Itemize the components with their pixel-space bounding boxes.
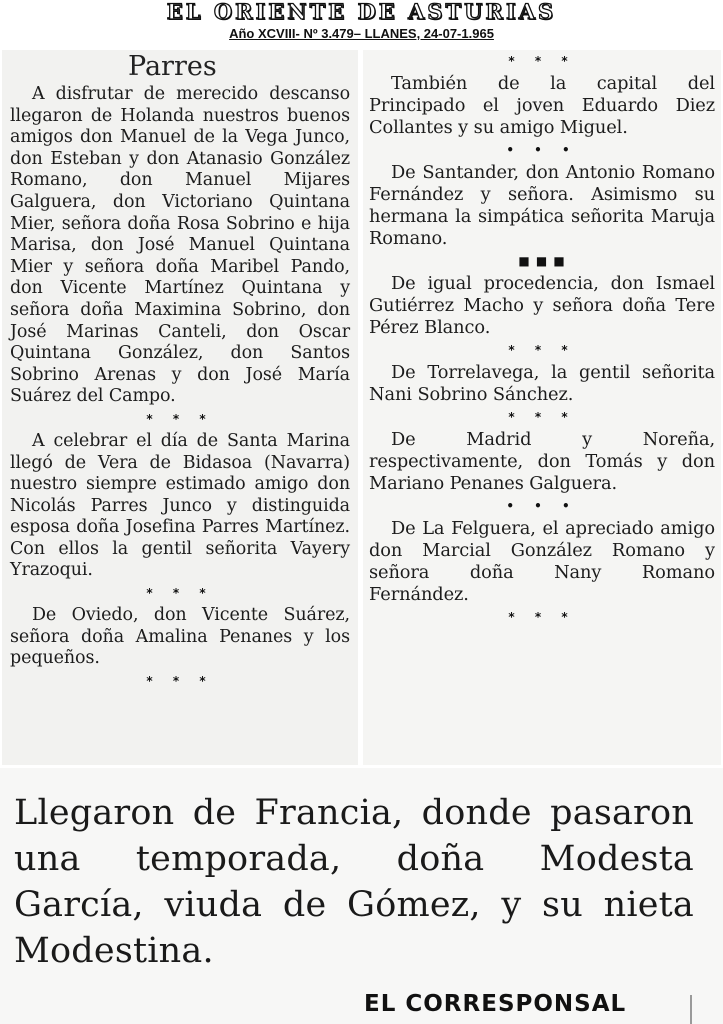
- paragraph-principado: También de la capital del Principado el joven Eduardo Diez Collantes y su amigo Miguel.: [369, 73, 715, 138]
- paragraph-la-felguera: De La Felguera, el apreciado amigo don Marcial González Romano y señora doña Nany Romano Fernández.: [369, 518, 715, 605]
- paragraph-oviedo: De Oviedo, don Vicente Suárez, señora doña Amalina Penanes y los pequeños.: [10, 605, 350, 669]
- column-gutter: [359, 50, 362, 765]
- separator: * * *: [146, 673, 214, 688]
- separator: ■ ■ ■: [518, 254, 566, 268]
- separator: * * *: [508, 610, 576, 624]
- masthead: [0, 0, 723, 48]
- separator: * * *: [508, 410, 576, 424]
- left-column-clipping: [2, 50, 358, 765]
- paragraph-santa-marina: A celebrar el día de Santa Marina llegó de Vera de Bidasoa (Navarra) nuestro siempre estimado amigo don Nicolás Parres Junco y distinguida esposa doña Josefina Parres Martínez. Con ellos la gentil señorita Vayery Yrazoqui.: [10, 430, 350, 581]
- right-column-clipping: [363, 50, 721, 765]
- paragraph-madrid-norena: De Madrid y Noreña, respectivamente, don Tomás y don Mariano Penanes Galguera.: [369, 429, 715, 494]
- newspaper-title: EL ORIENTE DE ASTURIAS: [166, 0, 557, 24]
- issue-line: Año XCVIII- Nº 3.479– LLANES, 24-07-1.965: [229, 26, 494, 41]
- paragraph-igual-procedencia: De igual procedencia, don Ismael Gutiérrez Macho y señora doña Tere Pérez Blanco.: [369, 273, 715, 338]
- separator: • • •: [506, 499, 578, 513]
- left-column-text: [10, 50, 350, 693]
- francia-paragraph: Llegaron de Francia, donde pasaron una temporada, doña Modesta García, viuda de Gómez, y su nieta Modestina.: [14, 793, 694, 971]
- separator: • • •: [506, 143, 578, 157]
- right-column-text: [369, 50, 715, 629]
- correspondent-signature: EL CORRESPONSAL: [364, 991, 627, 1017]
- separator: * * *: [146, 411, 214, 426]
- paragraph-holland: A disfrutar de merecido descanso llegaron de Holanda nuestros buenos amigos don Manuel de la Vega Junco, don Esteban y don Atanasio González Romano, don Manuel Mijares Galguera, don Victoriano Quintana Mier, señora doña Rosa Sobrino e hija Marisa, don José Manuel Quintana Mier y señora doña Maribel Pando, don Vicente Martínez Quintana y señora doña Maximina Sobrino, don José Marinas Canteli, don Oscar Quintana González, don Santos Sobrino Arenas y don José María Suárez del Campo.: [10, 84, 350, 407]
- bottom-clipping: [0, 768, 723, 1024]
- scan-artifact: [690, 995, 692, 1024]
- separator: * * *: [508, 54, 576, 68]
- section-title: Parres: [128, 51, 217, 82]
- separator: * * *: [146, 586, 214, 601]
- paragraph-torrelavega: De Torrelavega, la gentil señorita Nani Sobrino Sánchez.: [369, 362, 715, 405]
- paragraph-santander: De Santander, don Antonio Romano Fernández y señora. Asimismo su hermana la simpática señorita Maruja Romano.: [369, 162, 715, 249]
- separator: * * *: [508, 343, 576, 357]
